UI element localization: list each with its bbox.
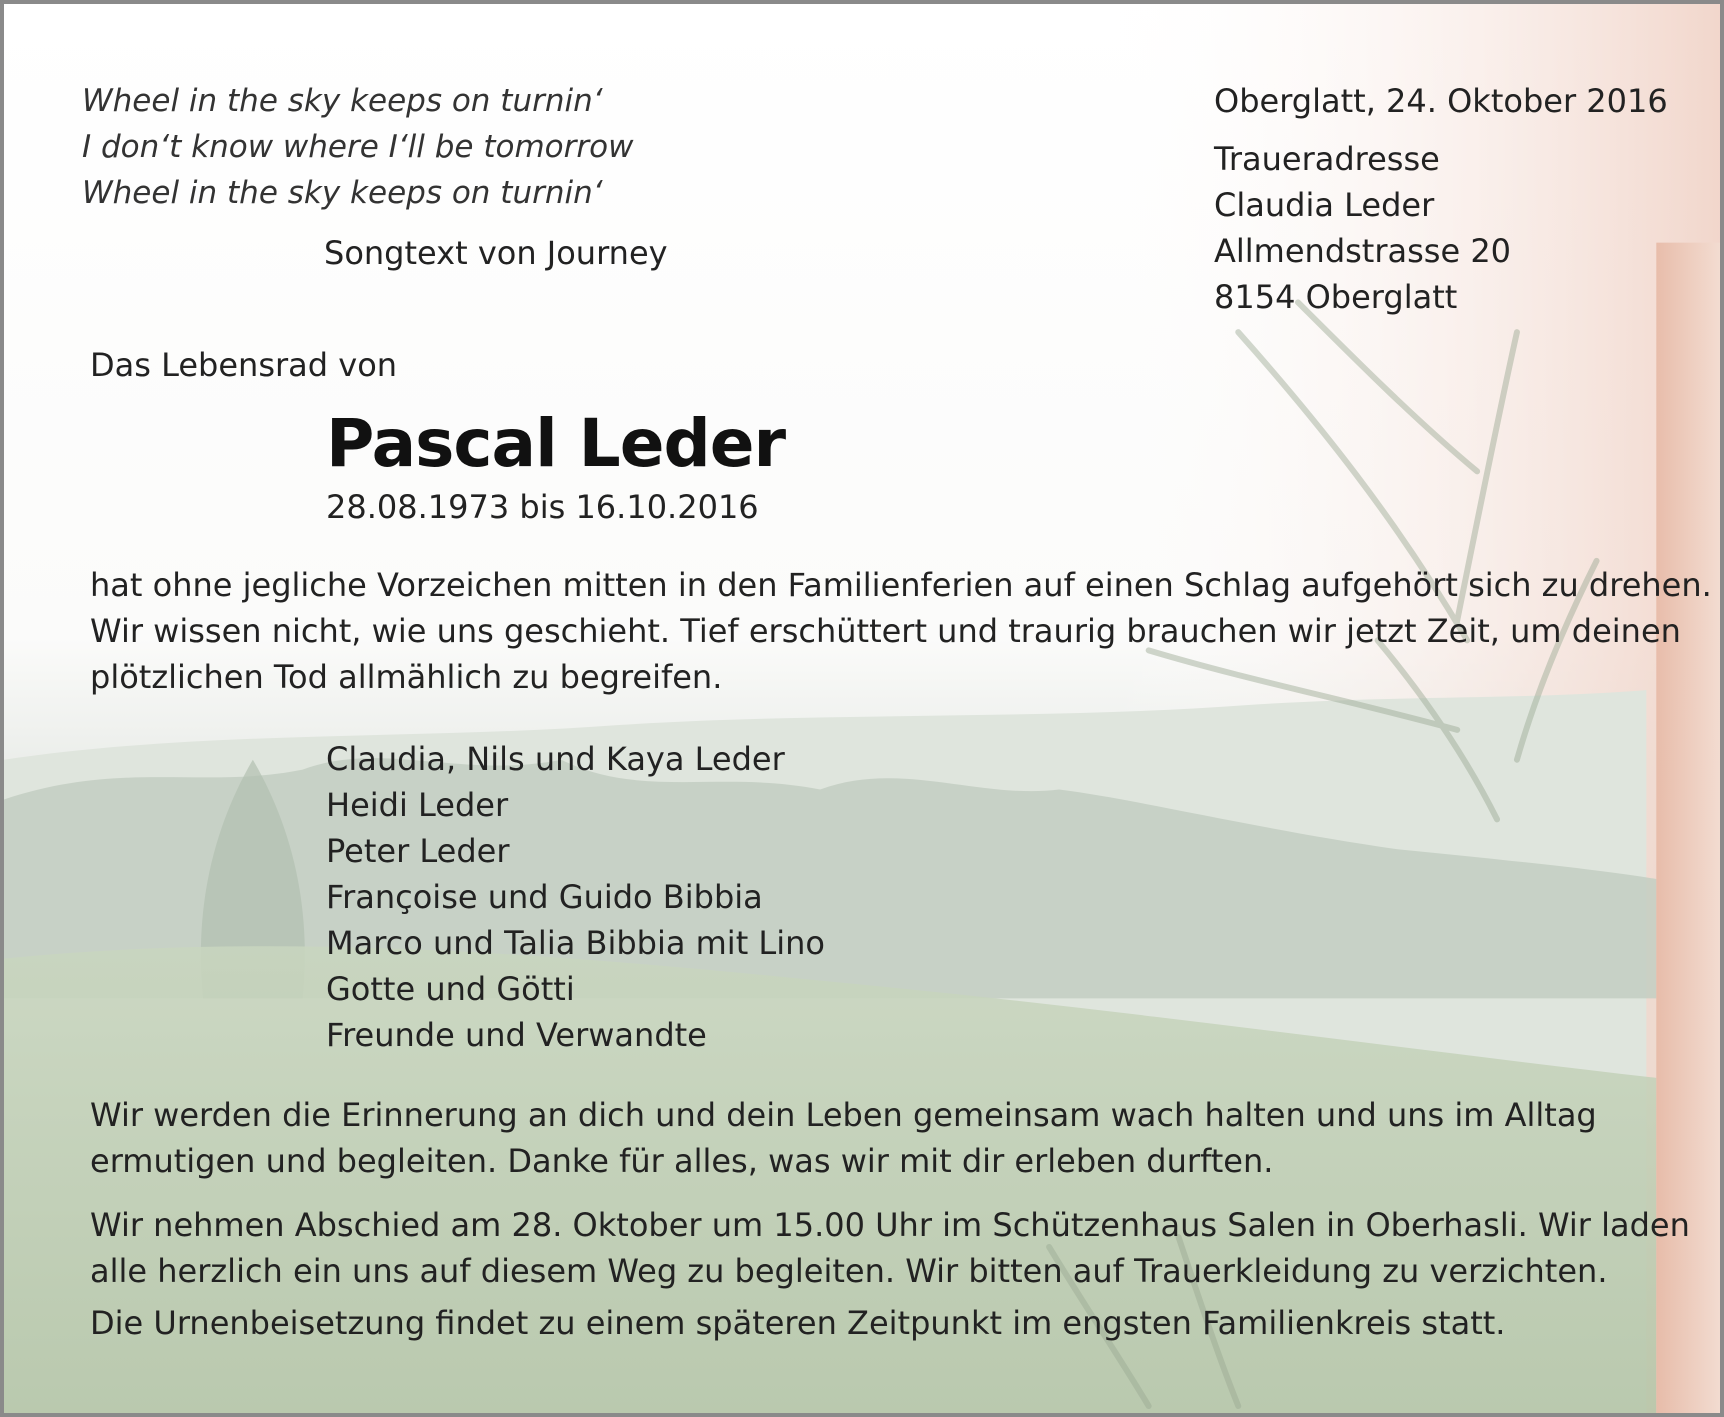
- family-member: Gotte und Götti: [326, 970, 575, 1008]
- family-member: Claudia, Nils und Kaya Leder: [326, 740, 785, 778]
- paragraph-2: [90, 1092, 1597, 1184]
- intro-text: Das Lebensrad von: [90, 346, 398, 384]
- paragraph-line: ermutigen und begleiten. Danke für alles, was wir mit dir erleben durften.: [90, 1142, 1274, 1180]
- poem-line: I don‘t know where I‘ll be tomorrow: [82, 129, 634, 165]
- paragraph-line: Wir werden die Erinnerung an dich und dein Leben gemeinsam wach halten und uns im Alltag: [90, 1096, 1597, 1134]
- poem-quote: [82, 78, 633, 216]
- family-member: Françoise und Guido Bibbia: [326, 878, 763, 916]
- paragraph-line: Wir wissen nicht, wie uns geschieht. Tief erschüttert und traurig brauchen wir jetzt Zeit, um deinen: [90, 612, 1681, 650]
- paragraph-3: [90, 1202, 1690, 1294]
- poem-line: Wheel in the sky keeps on turnin‘: [82, 175, 603, 211]
- address-name: Claudia Leder: [1214, 186, 1435, 224]
- paragraph-line: Wir nehmen Abschied am 28. Oktober um 15.00 Uhr im Schützenhaus Salen in Oberhasli. Wir laden: [90, 1206, 1690, 1244]
- poem-line: Wheel in the sky keeps on turnin‘: [82, 83, 603, 119]
- place-date: Oberglatt, 24. Oktober 2016: [1214, 82, 1668, 120]
- family-member: Heidi Leder: [326, 786, 509, 824]
- address-street: Allmendstrasse 20: [1214, 232, 1512, 270]
- family-list: [326, 736, 825, 1058]
- life-dates: 28.08.1973 bis 16.10.2016: [326, 488, 759, 526]
- family-member: Marco und Talia Bibbia mit Lino: [326, 924, 825, 962]
- paragraph-line: alle herzlich ein uns auf diesem Weg zu begleiten. Wir bitten auf Trauerkleidung zu verzichten.: [90, 1252, 1608, 1290]
- paragraph-line: plötzlichen Tod allmählich zu begreifen.: [90, 658, 723, 696]
- address-heading: Traueradresse: [1214, 140, 1440, 178]
- paragraph-4: Die Urnenbeisetzung findet zu einem späteren Zeitpunkt im engsten Familienkreis statt.: [90, 1304, 1506, 1342]
- paragraph-1: [90, 562, 1712, 700]
- deceased-name: Pascal Leder: [326, 405, 786, 482]
- paragraph-line: hat ohne jegliche Vorzeichen mitten in den Familienferien auf einen Schlag aufgehört sich zu drehen.: [90, 566, 1712, 604]
- family-member: Peter Leder: [326, 832, 510, 870]
- address-city: 8154 Oberglatt: [1214, 278, 1458, 316]
- family-member: Freunde und Verwandte: [326, 1016, 707, 1054]
- mourning-address: [1214, 136, 1511, 320]
- poem-credit: Songtext von Journey: [324, 234, 668, 272]
